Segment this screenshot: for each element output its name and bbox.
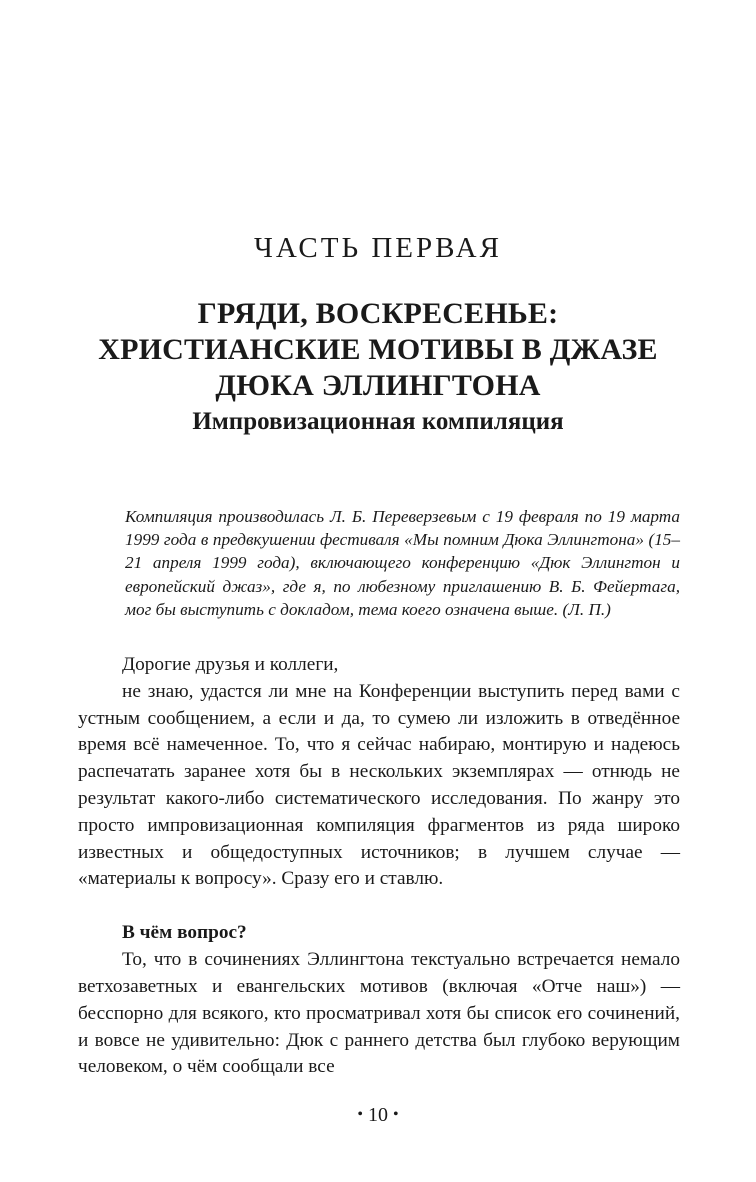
title-line-1: ГРЯДИ, ВОСКРЕСЕНЬЕ: — [197, 297, 559, 330]
section-heading: В чём вопрос? — [122, 922, 247, 944]
epigraph: Компиляция производилась Л. Б. Переверзевым с 19 февраля по 19 марта 1999 года в предвкушении фестиваля «Мы помним Дюка Эллингтона» (15–21 апреля 1999 года), включающего конференцию «Дюк Эллингтон и европейский джаз», где я, по любезному приглашению В. Б. Фейертага, мог бы выступить с докладом, тема коего означена выше. (Л. П.) — [125, 507, 680, 619]
title-line-2: ХРИСТИАНСКИЕ МОТИВЫ В ДЖАЗЕ — [98, 333, 658, 366]
title-line-3: ДЮКА ЭЛЛИНГТОНА — [215, 369, 541, 402]
chapter-title — [60, 296, 696, 438]
page-number-bullet-right: • — [393, 1106, 399, 1123]
body-paragraph-2: То, что в сочинениях Эллингтона текстуально встречается немало ветхозаветных и евангельских мотивов (включая «Отче наш») — бесспорно для всякого, кто просматривал хотя бы список его сочинений, и вовсе не удивительно: Дюк с раннего детства был глубоко верующим человеком, о чём сообщали все — [78, 949, 680, 1078]
chapter-subtitle: Импровизационная компиляция — [192, 408, 564, 435]
page-number-value: 10 — [368, 1104, 388, 1126]
body-paragraph-1: не знаю, удастся ли мне на Конференции выступить перед вами с устным сообщением, а если и да, то сумею ли изложить в отведённое время всё намеченное. То, что я сейчас набираю, монтирую и надеюсь распечатать заранее хотя бы в нескольких экземплярах — отнюдь не результат какого-либо систематического исследования. По жанру это просто импровизационная компиляция фрагментов из ряда широко известных и общедоступных источников; в лучшем случае — «материалы к вопросу». Сразу его и ставлю. — [78, 680, 680, 890]
part-label: ЧАСТЬ ПЕРВАЯ — [254, 232, 502, 264]
page-number — [0, 1104, 756, 1127]
page-number-bullet-left: • — [357, 1106, 363, 1123]
greeting-paragraph: Дорогие друзья и коллеги, — [122, 654, 339, 675]
body-text — [78, 652, 680, 1081]
